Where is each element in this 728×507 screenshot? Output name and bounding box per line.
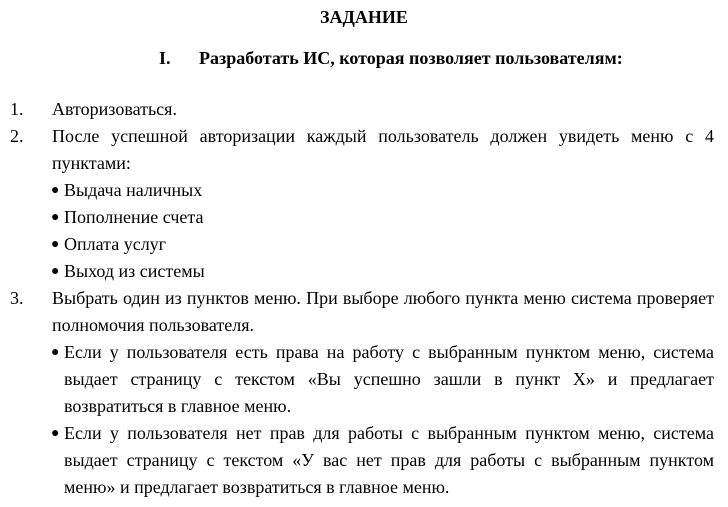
section-heading-text: Разработать ИС, которая позволяет пользователям:	[199, 48, 623, 68]
bullet-item	[0, 177, 714, 204]
bullet-text: Оплата услуг	[64, 234, 167, 254]
task-list	[0, 96, 728, 501]
list-item-1	[0, 96, 714, 123]
list-item-2	[0, 123, 714, 177]
list-item-text: Выбрать один из пунктов меню. При выборе любого пункта меню система проверяет полномочия пользователя.	[52, 288, 714, 335]
list-item-number: 3.	[10, 288, 24, 308]
section-number: I.	[159, 48, 171, 68]
bullet-icon: ●	[51, 210, 60, 225]
bullet-text: Пополнение счета	[64, 207, 204, 227]
bullet-item	[0, 420, 714, 501]
bullet-item	[0, 339, 714, 420]
bullet-text: Выдача наличных	[64, 180, 203, 200]
list-item-3	[0, 285, 714, 339]
bullet-icon: ●	[51, 183, 60, 198]
bullet-icon: ●	[51, 345, 60, 360]
list-item-text: После успешной авторизации каждый пользователь должен увидеть меню с 4 пунктами:	[52, 126, 714, 173]
bullet-item	[0, 204, 714, 231]
bullet-item	[0, 258, 714, 285]
bullet-icon: ●	[51, 426, 60, 441]
bullet-icon: ●	[51, 237, 60, 252]
list-item-number: 2.	[10, 126, 24, 146]
bullet-icon: ●	[51, 264, 60, 279]
bullet-text: Выход из системы	[64, 261, 205, 281]
bullet-item	[0, 231, 714, 258]
document-title: ЗАДАНИЕ	[320, 7, 408, 27]
list-item-number: 1.	[10, 99, 24, 119]
bullet-text: Если у пользователя есть права на работу с выбранным пунктом меню, система выдает страницу с текстом «Вы успешно зашли в пункт X» и предлагает возвратиться в главное меню.	[64, 342, 714, 416]
list-item-text: Авторизоваться.	[52, 99, 177, 119]
bullet-text: Если у пользователя нет прав для работы с выбранным пунктом меню, система выдает страницу с текстом «У вас нет прав для работы с выбранным пунктом меню» и предлагает возвратиться в главное меню.	[64, 423, 714, 497]
